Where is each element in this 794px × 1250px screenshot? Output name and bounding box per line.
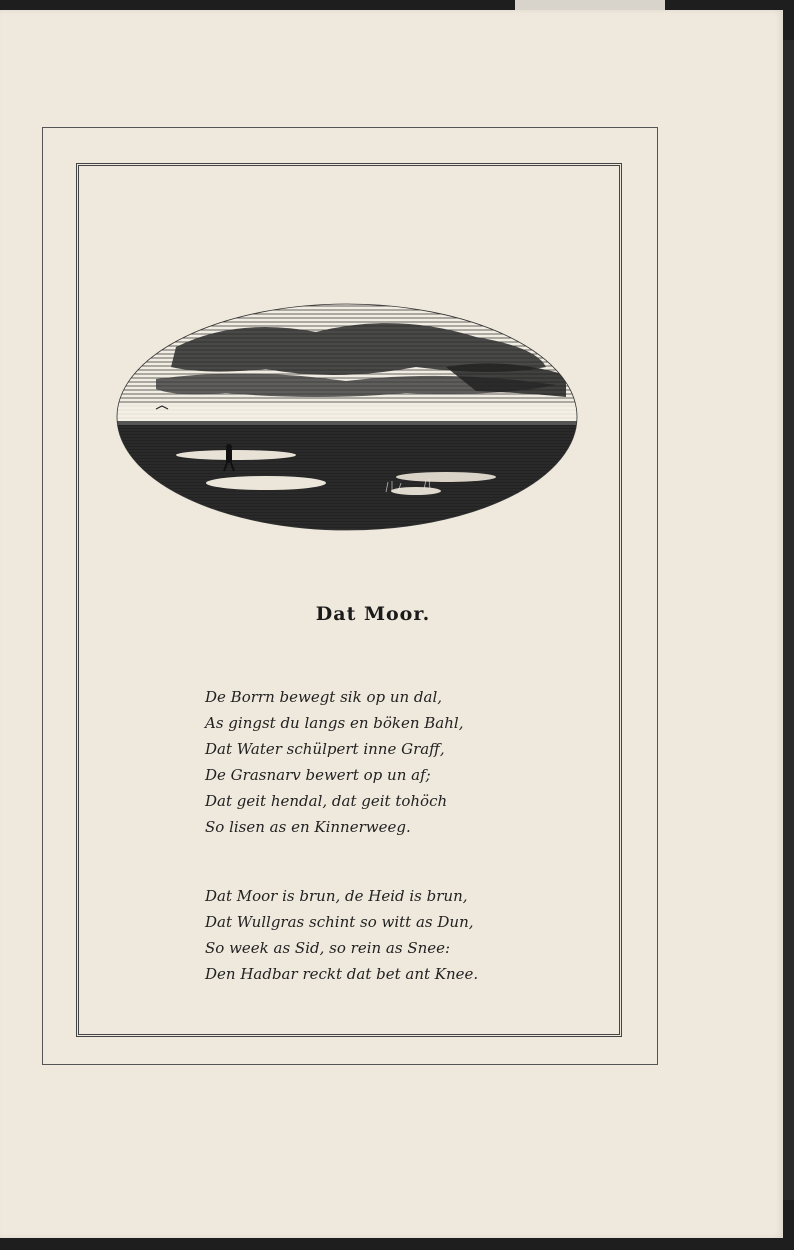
poem-line: Dat geit hendal, dat geit tohöch (205, 792, 448, 810)
poem-title-text: Dat Moor. (315, 603, 431, 625)
moor-landscape-illustration (116, 297, 578, 537)
poem-line: So week as Sid, so rein as Snee: (205, 939, 451, 957)
poem-line: Dat Moor is brun, de Heid is brun, (205, 887, 468, 905)
book-top-edge (515, 0, 665, 10)
poem-line: As gingst du langs en böken Bahl, (205, 714, 464, 732)
poem-line: Dat Wullgras schint so witt as Dun, (205, 913, 474, 931)
poem-line: Dat Water schülpert inne Graff, (205, 740, 445, 758)
poem-line: De Borrn bewegt sik op un dal, (205, 688, 443, 706)
poem-line: Den Hadbar reckt dat bet ant Knee. (205, 965, 479, 983)
poem-line: De Grasnarv bewert op un af; (205, 766, 431, 784)
poem-line: So lisen as en Kinnerweeg. (205, 818, 411, 836)
stanza (205, 684, 463, 840)
poem-title (0, 603, 794, 625)
water-pool (206, 476, 326, 490)
water-pool (176, 450, 296, 460)
water-pool (396, 472, 496, 482)
stanza (205, 883, 478, 987)
